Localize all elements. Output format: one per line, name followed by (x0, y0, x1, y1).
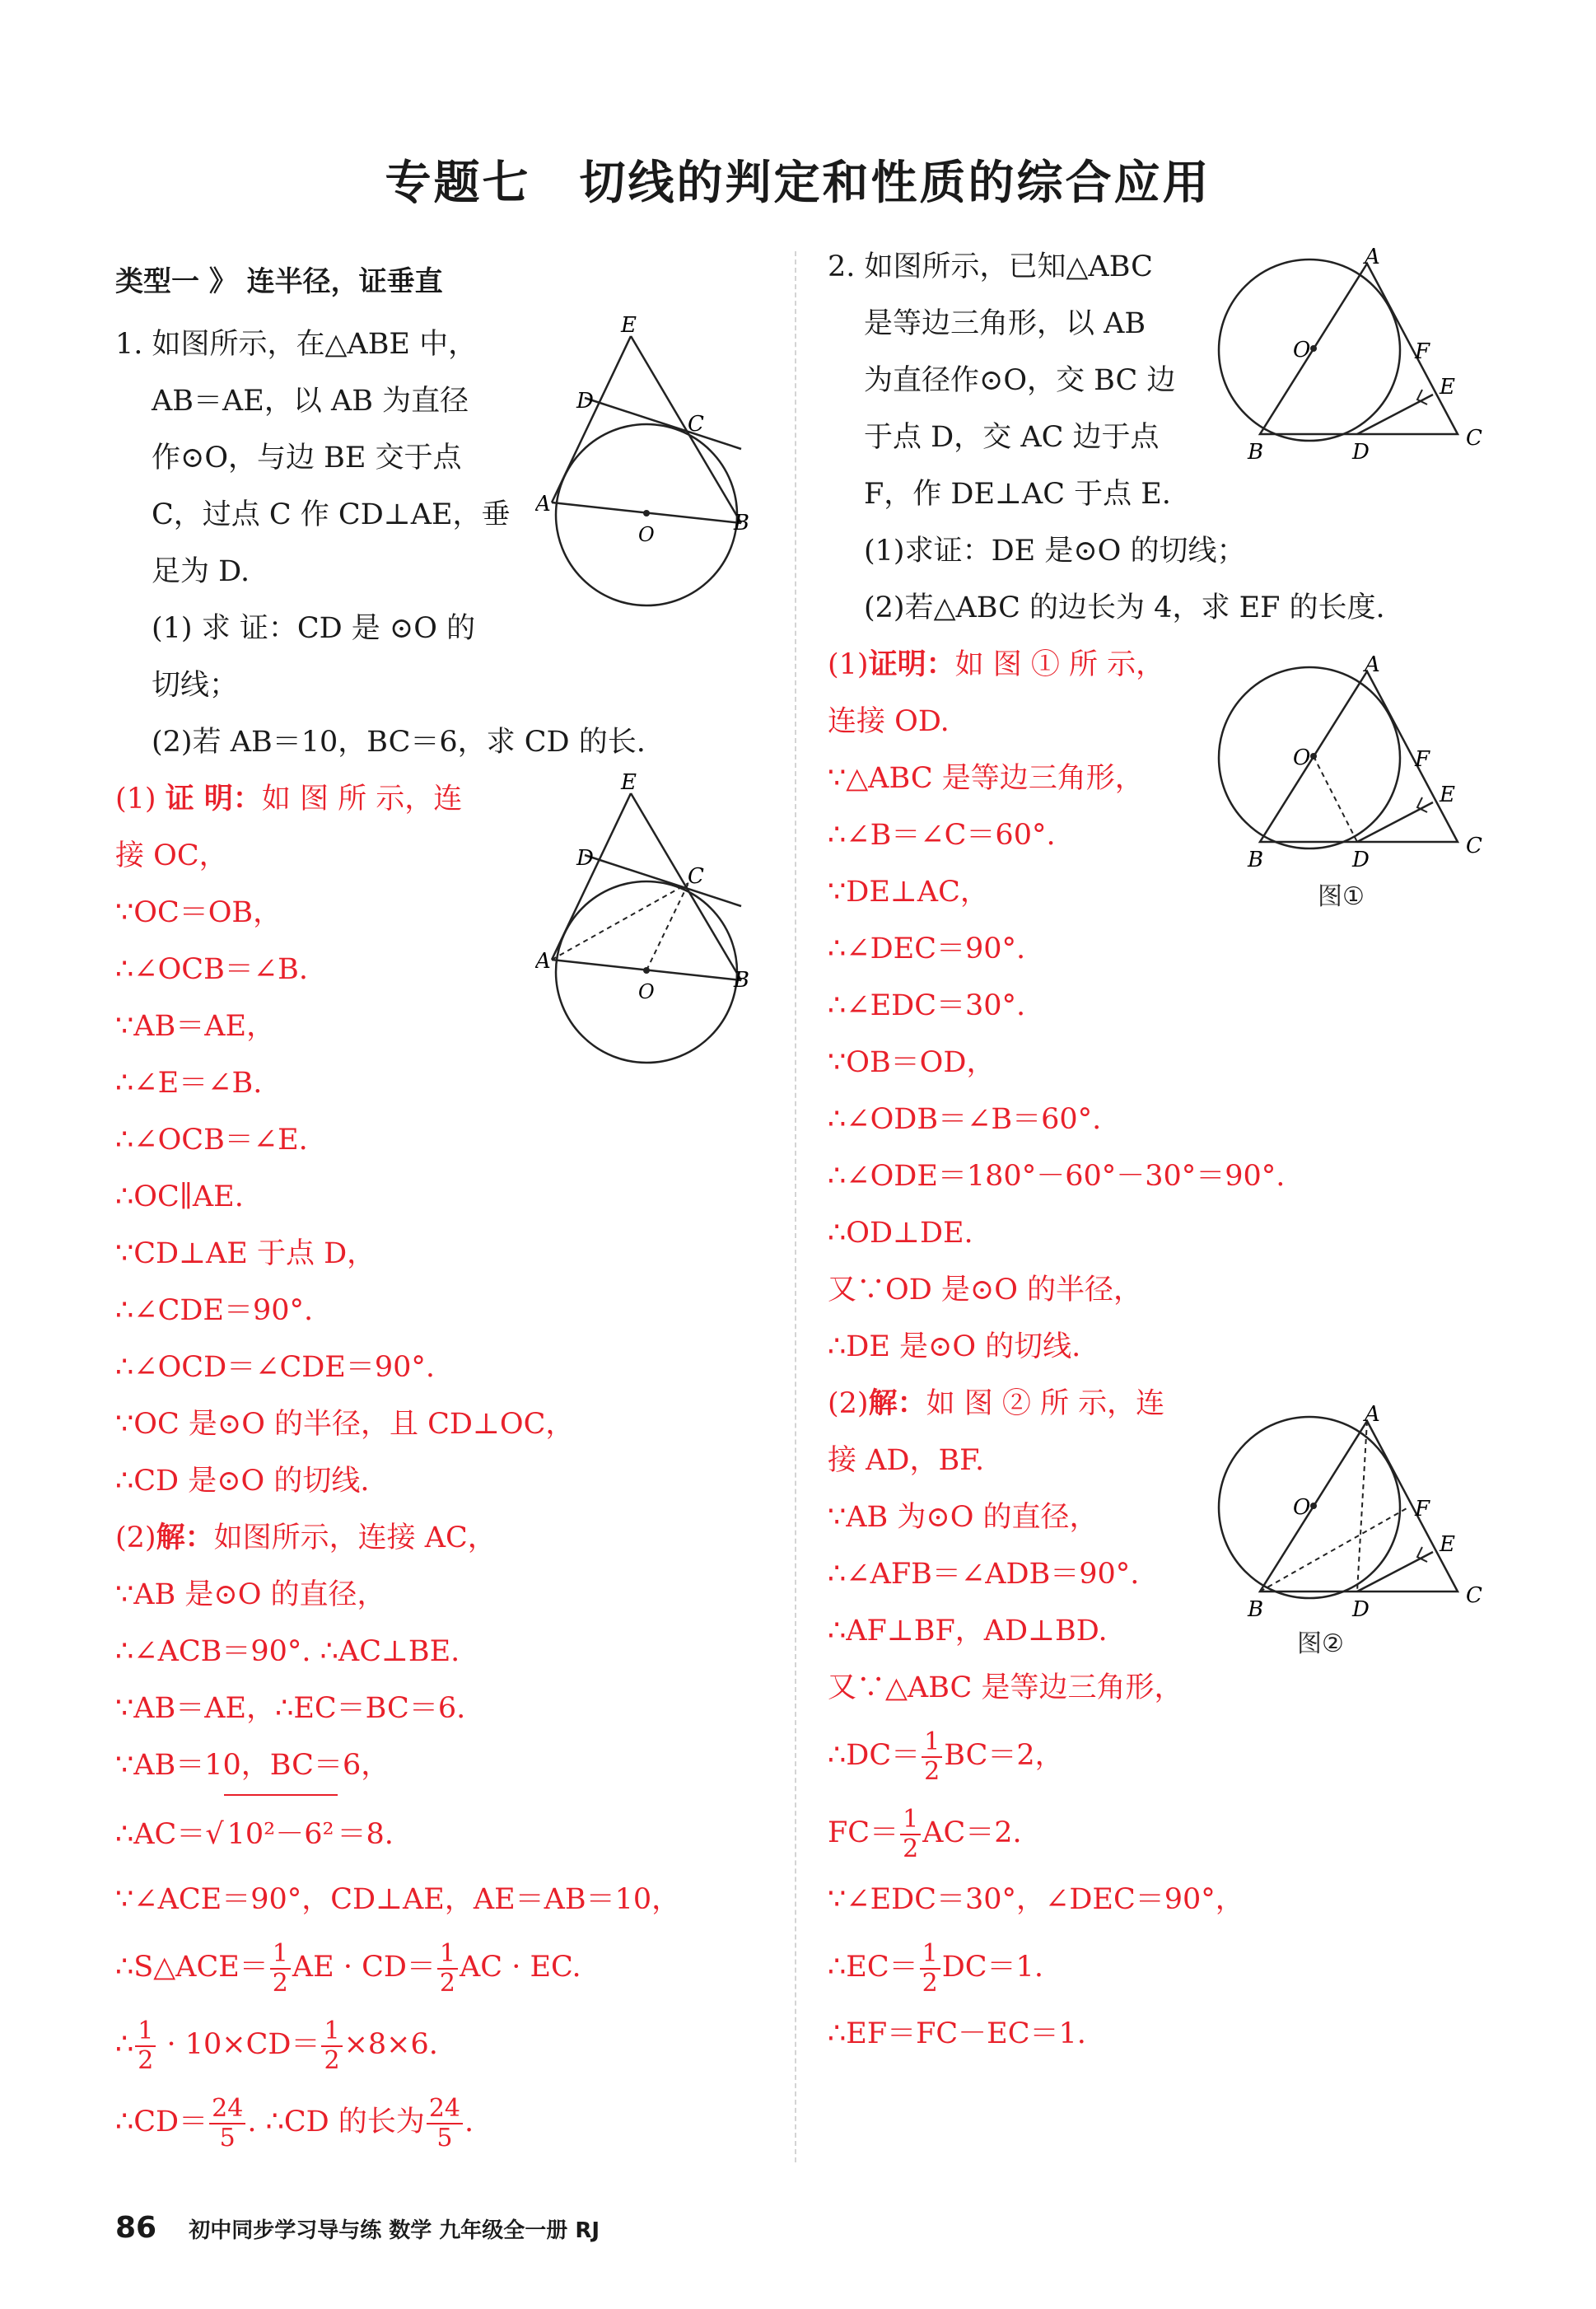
figure-caption-1: 图① (1318, 882, 1365, 911)
page-footer (115, 2211, 600, 2245)
math-line-ef: ∴EF＝FC－EC＝1. (828, 2017, 1086, 2050)
left_column-line-22: ∵AB 是⊙O 的直径， (115, 1578, 386, 1611)
svg-text:O: O (1293, 746, 1311, 770)
svg-text:A: A (1365, 1402, 1380, 1427)
svg-text:E: E (621, 770, 637, 795)
svg-text:C: C (1466, 834, 1482, 858)
label-E: E (621, 313, 637, 338)
left_column-line-21: (2)解：如图所示，连接 AC， (115, 1521, 497, 1554)
right_column-line-21: 接 AD，BF. (828, 1444, 985, 1477)
svg-text:D: D (1352, 848, 1370, 872)
column-divider (795, 251, 796, 2162)
page-title: 专题七 切线的判定和性质的综合应用 (385, 157, 1211, 210)
left_column-line-4: 足为 D. (152, 555, 250, 588)
fraction-half: $\frac{1}{2}$ (270, 1940, 291, 1998)
right_column-line-20: (2)解：如 图 ② 所 示，连 (828, 1387, 1165, 1420)
svg-text:E: E (1440, 1532, 1455, 1557)
figure-solution1 (535, 766, 749, 1071)
fraction-half: $\frac{1}{2}$ (437, 1940, 458, 1998)
right_column-line-18: 又∵OD 是⊙O 的半径， (828, 1274, 1143, 1306)
eq-suffix: ×8×6. (343, 2028, 438, 2061)
label-D: D (576, 389, 594, 414)
right_column-line-3: 于点 D，交 AC 边于点 (864, 421, 1160, 454)
svg-text:E: E (1440, 375, 1455, 400)
svg-text:B: B (1248, 440, 1264, 465)
svg-text:F: F (1415, 747, 1430, 772)
eq-prefix: ∴ (115, 2028, 134, 2061)
right_column-line-19: ∴DE 是⊙O 的切线. (828, 1330, 1081, 1363)
figure-solution2-2 (1211, 1400, 1491, 1623)
cd-suffix: . (464, 2106, 474, 2138)
svg-text:O: O (1293, 338, 1311, 362)
svg-text:C: C (688, 864, 704, 889)
right_column-line-25: 又∵△ABC 是等边三角形， (828, 1671, 1183, 1704)
right_column-line-23: ∴∠AFB＝∠ADB＝90°. (828, 1558, 1140, 1591)
area-suffix: AC · EC. (460, 1951, 581, 1984)
page-number: 86 (115, 2211, 157, 2245)
fraction-half: $\frac{1}{2}$ (922, 1728, 942, 1786)
ac-suffix: ＝8. (337, 1818, 394, 1851)
right_column-line-24: ∴AF⊥BF，AD⊥BD. (828, 1615, 1108, 1648)
ec-prefix: ∴EC＝ (828, 1951, 918, 1984)
left_column-line-16: ∵CD⊥AE 于点 D， (115, 1237, 376, 1270)
right_column-line-0: 2. 如图所示，已知△ABC (828, 250, 1153, 283)
left_column-line-2: 作⊙O，与边 BE 交于点 (152, 442, 462, 474)
left_column-line-19: ∵OC 是⊙O 的半径，且 CD⊥OC， (115, 1408, 575, 1441)
right_column-line-1: 是等边三角形，以 AB (864, 307, 1146, 340)
fraction-half: $\frac{1}{2}$ (321, 2017, 342, 2075)
ac-radicand: 10²－6² (224, 1794, 338, 1873)
svg-text:B: B (1248, 1597, 1264, 1622)
left_column-line-9: 接 OC， (115, 839, 228, 872)
left_column-line-12: ∵AB＝AE， (115, 1010, 276, 1043)
fraction-cd: $\frac{24}{5}$ (209, 2095, 245, 2152)
dc-suffix: BC＝2， (944, 1739, 1064, 1772)
right_column-line-14: ∵OB＝OD， (828, 1046, 996, 1079)
right_column-line-15: ∴∠ODB＝∠B＝60°. (828, 1103, 1102, 1136)
svg-text:F: F (1415, 1497, 1430, 1521)
label-A: A (535, 492, 551, 516)
right-column (828, 239, 1503, 2063)
left_column-line-6: 切线； (152, 669, 239, 702)
figure-solution2-1 (1211, 651, 1491, 873)
svg-text:B: B (1248, 848, 1264, 872)
book-title: 初中同步学习导与练 数学 九年级全一册 RJ (189, 2218, 600, 2243)
svg-text:C: C (1466, 426, 1482, 451)
math-line-eq (115, 2006, 766, 2083)
right_column-line-8: 连接 OD. (828, 705, 950, 738)
cd-prefix: ∴CD＝ (115, 2106, 208, 2138)
right_column-line-13: ∴∠EDC＝30°. (828, 989, 1026, 1022)
label-B: B (733, 511, 749, 535)
figure-problem2 (1211, 243, 1491, 465)
fc-prefix: FC＝ (828, 1816, 899, 1849)
left_column-line-15: ∴OC∥AE. (115, 1180, 244, 1213)
right_column-line-16: ∴∠ODE＝180°－60°－30°＝90°. (828, 1160, 1286, 1193)
svg-text:O: O (638, 980, 655, 1003)
left_column-line-20: ∴CD 是⊙O 的切线. (115, 1465, 370, 1498)
eq-mid: · 10×CD＝ (157, 2028, 320, 2061)
left_column-line-10: ∵OC＝OB， (115, 896, 282, 929)
left_column-line-17: ∴∠CDE＝90°. (115, 1294, 314, 1327)
fraction-cd: $\frac{24}{5}$ (427, 2095, 463, 2152)
left_column-line-0: 1. 如图所示，在△ABE 中， (115, 328, 478, 361)
fraction-half: $\frac{1}{2}$ (900, 1806, 921, 1863)
right_column-line-2: 为直径作⊙O，交 BC 边 (864, 364, 1176, 397)
svg-text:A: A (1365, 652, 1380, 677)
left_column-line-1: AB＝AE，以 AB 为直径 (152, 385, 469, 418)
right_column-line-5: (1)求证：DE 是⊙O 的切线； (864, 535, 1246, 568)
svg-text:A: A (1365, 245, 1380, 269)
right_column-line-7: (1)证明：如 图 ① 所 示， (828, 648, 1165, 681)
right_column-line-17: ∴OD⊥DE. (828, 1217, 973, 1250)
math-line-ac: ∴AC＝√ 10²－6² ＝8. (115, 1794, 766, 1872)
figure-problem1 (535, 309, 749, 614)
area-prefix: ∴S△ACE＝ (115, 1951, 268, 1984)
left_column-line-18: ∴∠OCD＝∠CDE＝90°. (115, 1351, 436, 1384)
right_column-line-22: ∵AB 为⊙O 的直径， (828, 1501, 1099, 1534)
svg-text:D: D (1352, 1597, 1370, 1622)
math-line-ec (828, 1928, 1503, 2006)
left_column-line-23: ∴∠ACB＝90°. ∴AC⊥BE. (115, 1635, 460, 1668)
svg-text:D: D (1352, 440, 1370, 465)
fraction-half: $\frac{1}{2}$ (135, 2017, 156, 2075)
left_column-line-3: C，过点 C 作 CD⊥AE，垂 (152, 498, 511, 531)
ec-suffix: DC＝1. (941, 1951, 1043, 1984)
svg-text:A: A (535, 949, 551, 974)
svg-text:B: B (733, 968, 749, 993)
left_column-line-14: ∴∠OCB＝∠E. (115, 1124, 308, 1157)
right_column-line-11: ∵DE⊥AC， (828, 876, 989, 909)
svg-text:O: O (1293, 1495, 1311, 1520)
math-line-ace: ∵∠ACE＝90°，CD⊥AE，AE＝AB＝10， (115, 1883, 681, 1916)
math-line-fc (828, 1794, 1503, 1872)
right_column-line-12: ∴∠DEC＝90°. (828, 932, 1026, 965)
dc-prefix: ∴DC＝ (828, 1739, 921, 1772)
left_column-line-7: (2)若 AB＝10，BC＝6，求 CD 的长. (152, 726, 646, 759)
math-line-area (115, 1928, 766, 2006)
label-O: O (638, 523, 655, 546)
right_column-line-10: ∴∠B＝∠C＝60°. (828, 819, 1056, 852)
svg-text:F: F (1415, 339, 1430, 364)
fraction-half: $\frac{1}{2}$ (920, 1940, 940, 1998)
svg-text:E: E (1440, 783, 1455, 807)
area-mid: AE · CD＝ (292, 1951, 436, 1984)
svg-text:C: C (1466, 1583, 1482, 1608)
figure-caption-2: 图② (1297, 1629, 1344, 1658)
left_column-line-25: ∵AB＝10，BC＝6， (115, 1749, 390, 1782)
label-C: C (688, 412, 704, 437)
svg-text:D: D (576, 846, 594, 871)
right_column-line-4: F，作 DE⊥AC 于点 E. (864, 478, 1171, 511)
right_column-line-6: (2)若△ABC 的边长为 4，求 EF 的长度. (864, 591, 1385, 624)
type-heading: 类型一 》 连半径，证垂直 (115, 265, 443, 298)
left_column-line-11: ∴∠OCB＝∠B. (115, 953, 308, 986)
math-line-dc (828, 1717, 1503, 1794)
cd-mid: . ∴CD 的长为 (247, 2106, 425, 2138)
left_column-line-24: ∵AB＝AE，∴EC＝BC＝6. (115, 1692, 466, 1725)
left_column-line-8: (1) 证 明：如 图 所 示，连 (115, 783, 463, 816)
ac-prefix: ∴AC＝ (115, 1818, 206, 1851)
math-line-angle: ∵∠EDC＝30°，∠DEC＝90°， (828, 1883, 1244, 1916)
fc-suffix: AC＝2. (922, 1816, 1022, 1849)
math-line-cd (115, 2083, 766, 2161)
left_column-line-5: (1) 求 证：CD 是 ⊙O 的 (152, 612, 476, 645)
right_column-line-9: ∵△ABC 是等边三角形， (828, 762, 1144, 795)
left_column-line-13: ∴∠E＝∠B. (115, 1067, 263, 1100)
